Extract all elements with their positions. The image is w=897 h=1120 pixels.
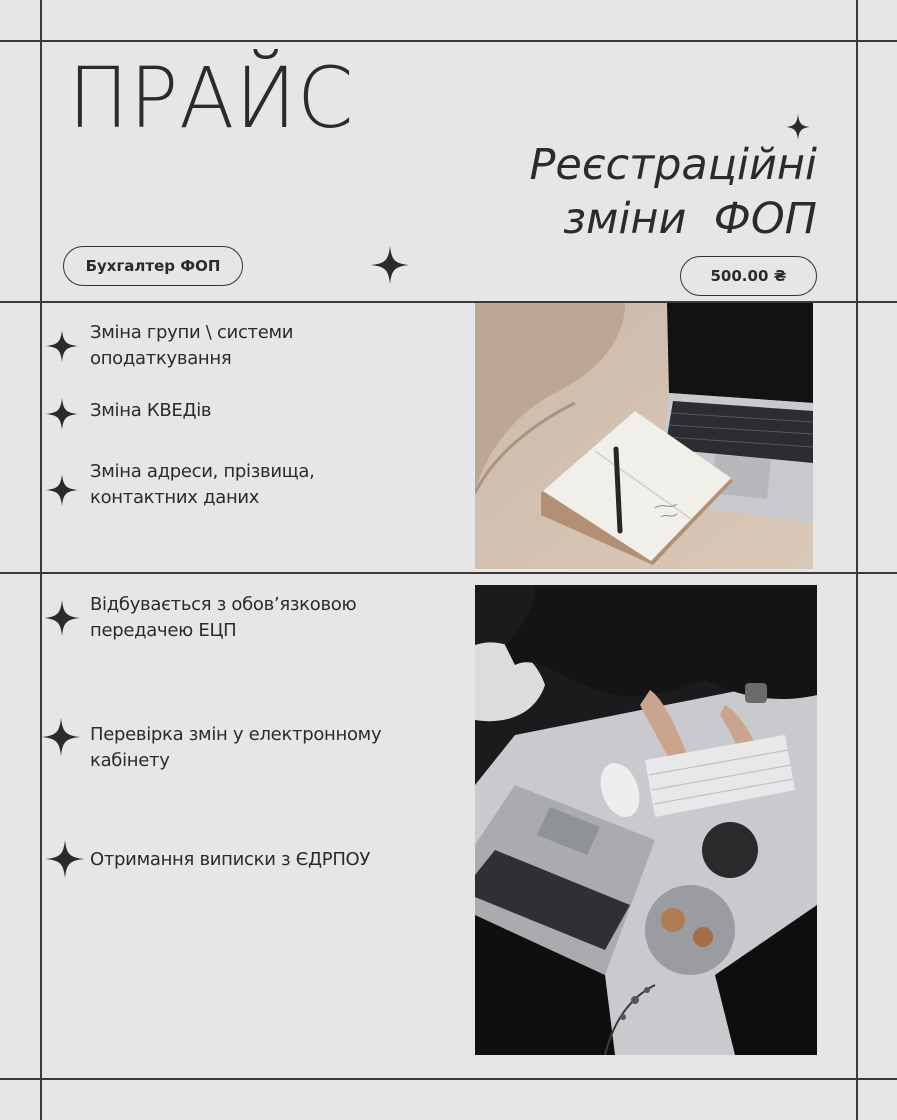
sparkle-star-icon: [46, 398, 78, 430]
subtitle: [529, 138, 817, 246]
sparkle-star-icon: [46, 474, 78, 506]
service-item: [90, 459, 450, 511]
note-item-line: кабінету: [90, 750, 170, 771]
sparkle-star-icon: [42, 718, 80, 756]
service-item-line: Зміна КВЕДів: [90, 400, 212, 421]
note-item-line: Перевірка змін у електронному: [90, 724, 382, 745]
role-badge: Бухгалтер ФОП: [63, 246, 243, 286]
sparkle-star-icon: [46, 330, 78, 362]
sparkle-star-icon: [44, 600, 80, 636]
note-item: [90, 592, 450, 644]
note-item-line: Відбувається з обов’язковою: [90, 594, 357, 615]
sparkle-star-icon: [786, 114, 810, 140]
service-item-line: Зміна адреси, прізвища,: [90, 461, 315, 482]
subtitle-line-2: зміни ФОП: [563, 194, 817, 244]
service-item-line: контактних даних: [90, 487, 260, 508]
sparkle-star-icon: [46, 840, 84, 878]
desk-typing-photo: [475, 585, 817, 1055]
frame-line-bottom: [0, 1078, 897, 1080]
price-badge: 500.00 ₴: [680, 256, 817, 296]
frame-line-top: [0, 40, 897, 42]
page-title: ПРАЙС: [68, 49, 355, 147]
service-item: [90, 398, 450, 424]
sparkle-star-icon: [371, 246, 409, 284]
note-item-line: передачею ЕЦП: [90, 620, 237, 641]
service-item-line: оподаткування: [90, 348, 232, 369]
frame-line-row2: [0, 572, 897, 574]
note-item-line: Отримання виписки з ЄДРПОУ: [90, 849, 371, 870]
service-item-line: Зміна групи \ системи: [90, 322, 294, 343]
frame-line-left: [40, 0, 42, 1120]
laptop-notebook-photo: [475, 303, 813, 569]
note-item: [90, 847, 450, 873]
subtitle-line-1: Реєстраційні: [529, 140, 817, 190]
frame-line-right: [856, 0, 858, 1120]
note-item: [90, 722, 450, 774]
service-item: [90, 320, 450, 372]
